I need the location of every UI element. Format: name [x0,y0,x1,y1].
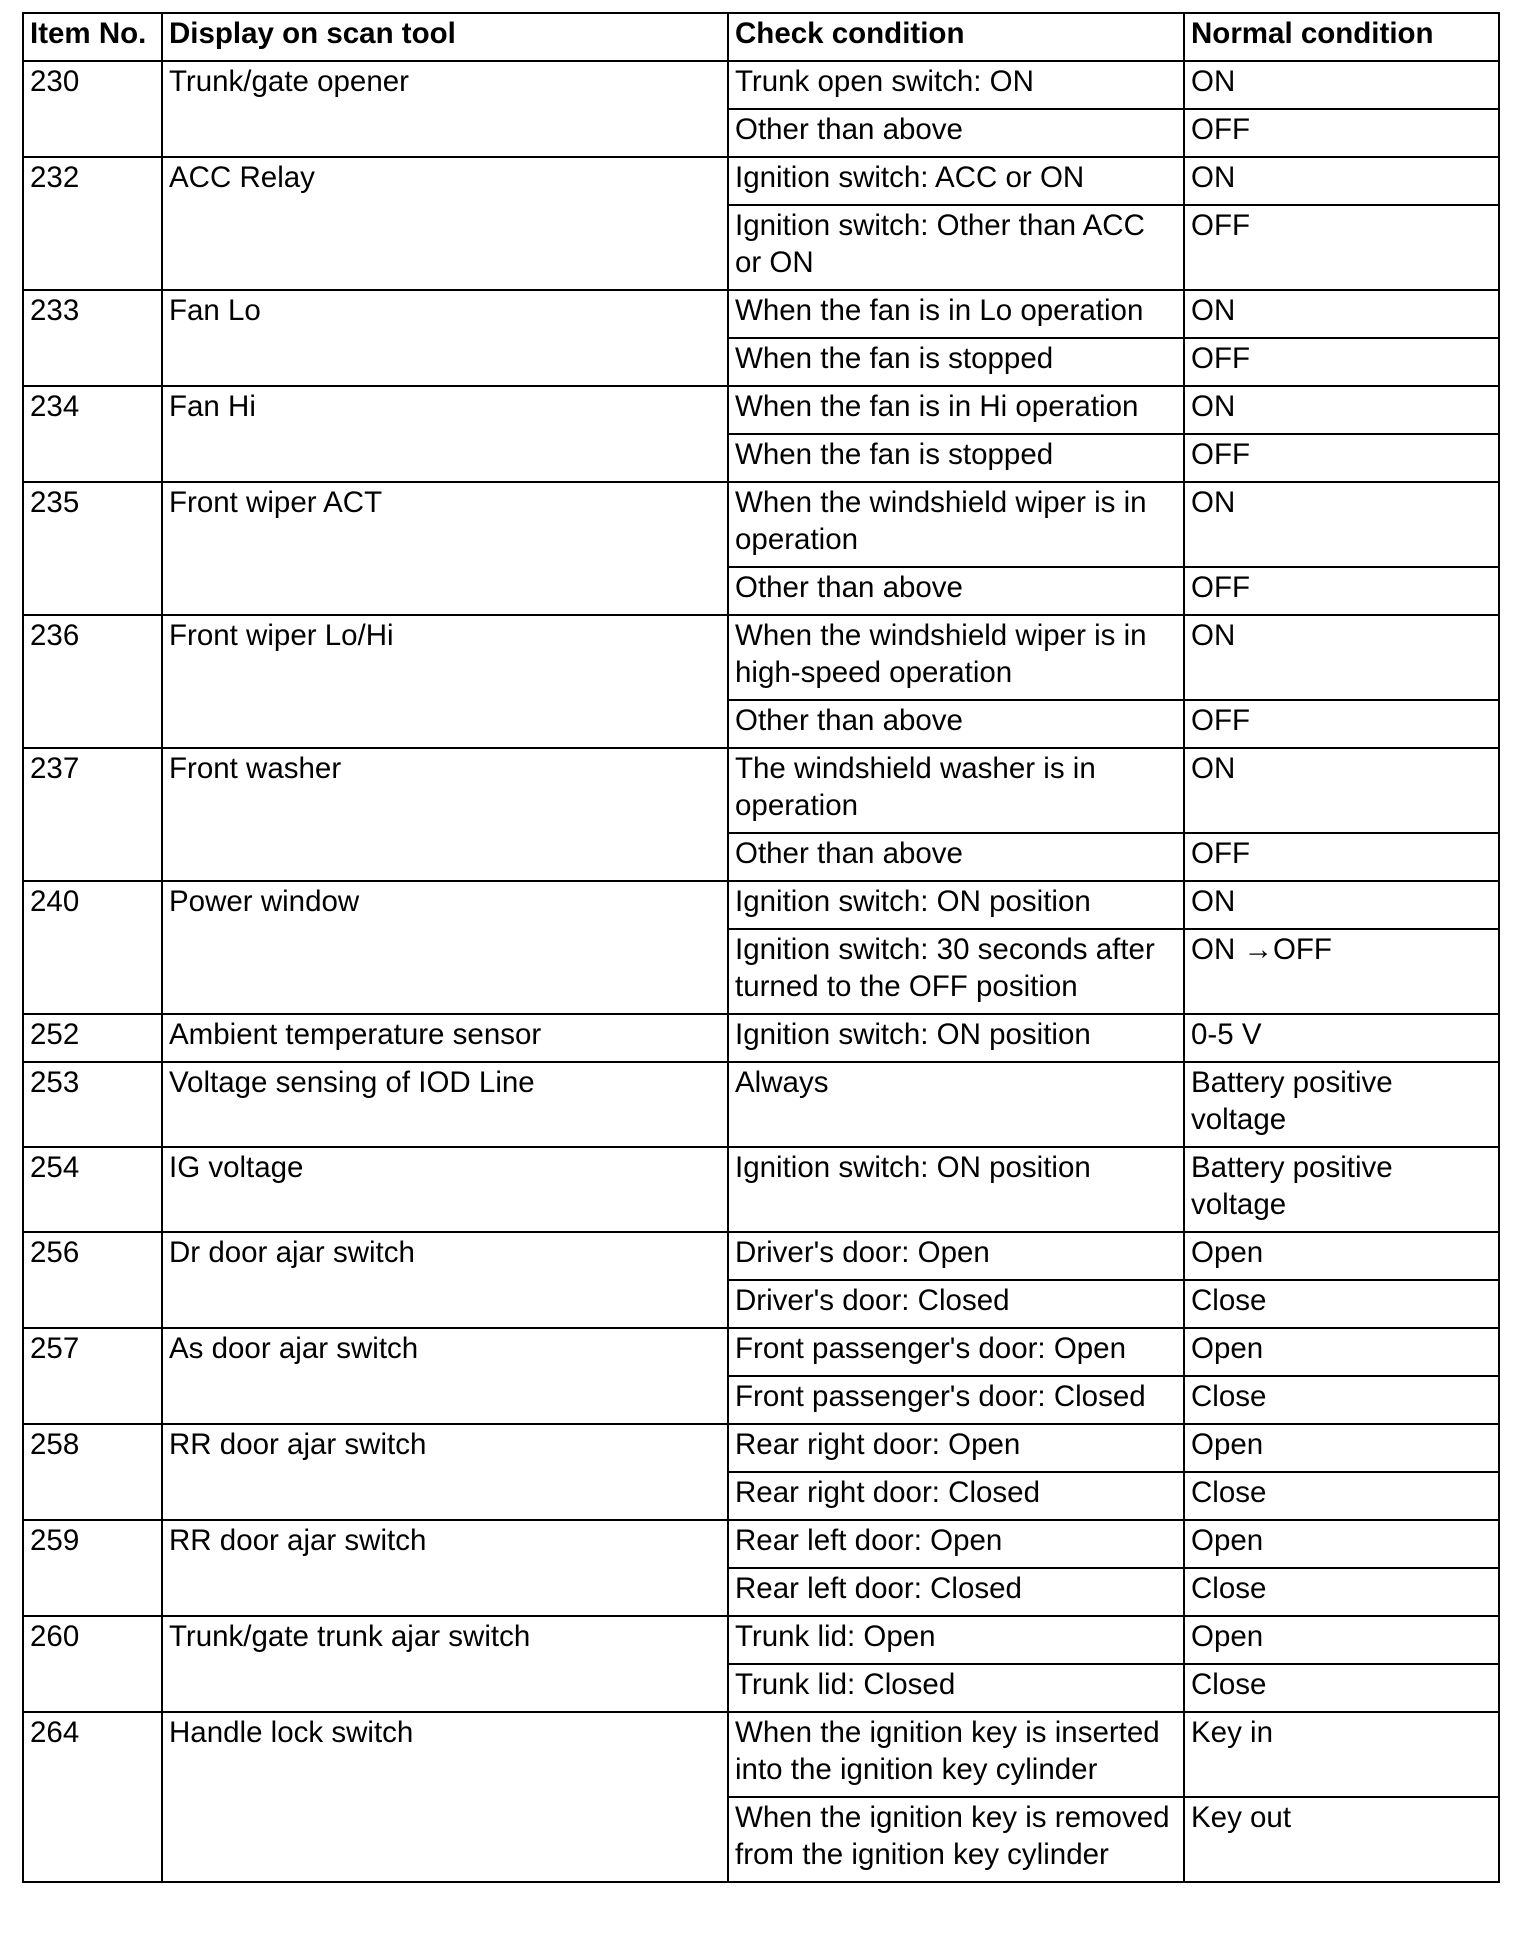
item-number-cell: 258 [23,1424,162,1520]
item-number-cell: 259 [23,1520,162,1616]
normal-condition-cell: OFF [1184,338,1499,386]
item-number-cell: 236 [23,615,162,748]
display-name-cell: Ambient temperature sensor [162,1014,728,1062]
check-condition-cell: Rear left door: Closed [728,1568,1184,1616]
check-condition-cell: Driver's door: Closed [728,1280,1184,1328]
item-number-cell: 256 [23,1232,162,1328]
item-number-cell: 240 [23,881,162,1014]
check-condition-cell: Ignition switch: ACC or ON [728,157,1184,205]
normal-condition-cell: 0-5 V [1184,1014,1499,1062]
normal-condition-cell: ON [1184,386,1499,434]
item-number-cell: 233 [23,290,162,386]
item-number-cell: 252 [23,1014,162,1062]
check-condition-cell: Trunk lid: Open [728,1616,1184,1664]
item-number-cell: 264 [23,1712,162,1882]
display-name-cell: RR door ajar switch [162,1520,728,1616]
check-condition-cell: Front passenger's door: Open [728,1328,1184,1376]
table-row [23,881,1499,929]
normal-condition-cell: OFF [1184,205,1499,290]
check-condition-cell: Trunk lid: Closed [728,1664,1184,1712]
normal-condition-cell: Close [1184,1472,1499,1520]
display-name-cell: RR door ajar switch [162,1424,728,1520]
normal-condition-cell: Close [1184,1664,1499,1712]
check-condition-cell: Other than above [728,567,1184,615]
header-item-no: Item No. [23,13,162,61]
header-check-condition: Check condition [728,13,1184,61]
table-row [23,1424,1499,1472]
check-condition-cell: Driver's door: Open [728,1232,1184,1280]
check-condition-cell: Ignition switch: ON position [728,1147,1184,1232]
item-number-cell: 237 [23,748,162,881]
check-condition-cell: Ignition switch: 30 seconds after turned to the OFF position [728,929,1184,1014]
normal-condition-cell: ON [1184,157,1499,205]
check-condition-cell: Front passenger's door: Closed [728,1376,1184,1424]
normal-condition-cell: OFF [1184,700,1499,748]
table-row [23,61,1499,109]
check-condition-cell: Ignition switch: ON position [728,881,1184,929]
check-condition-cell: Always [728,1062,1184,1147]
table-header-row [23,13,1499,61]
table-row [23,1616,1499,1664]
normal-condition-cell: Open [1184,1232,1499,1280]
check-condition-cell: Rear left door: Open [728,1520,1184,1568]
normal-condition-cell: Close [1184,1568,1499,1616]
check-condition-cell: The windshield washer is in operation [728,748,1184,833]
item-number-cell: 232 [23,157,162,290]
normal-condition-cell: Open [1184,1520,1499,1568]
normal-condition-cell: ON [1184,290,1499,338]
normal-condition-cell: Key in [1184,1712,1499,1797]
display-name-cell: Front wiper Lo/Hi [162,615,728,748]
normal-condition-cell: Battery positive voltage [1184,1062,1499,1147]
table-row [23,748,1499,833]
normal-condition-cell: ON [1184,748,1499,833]
normal-condition-cell: ON [1184,615,1499,700]
normal-condition-cell: ON [1184,881,1499,929]
table-row [23,482,1499,567]
table-row [23,1014,1499,1062]
display-name-cell: Front wiper ACT [162,482,728,615]
table-body [23,61,1499,1882]
table-row [23,1147,1499,1232]
normal-condition-cell: ON →OFF [1184,929,1499,1014]
table-row [23,615,1499,700]
item-number-cell: 253 [23,1062,162,1147]
display-name-cell: Trunk/gate trunk ajar switch [162,1616,728,1712]
check-condition-cell: Rear right door: Open [728,1424,1184,1472]
normal-condition-cell: OFF [1184,567,1499,615]
normal-condition-cell: Open [1184,1424,1499,1472]
header-display-on-scan-tool: Display on scan tool [162,13,728,61]
check-condition-cell: When the windshield wiper is in operation [728,482,1184,567]
normal-condition-cell: OFF [1184,833,1499,881]
display-name-cell: As door ajar switch [162,1328,728,1424]
check-condition-cell: When the fan is stopped [728,434,1184,482]
check-condition-cell: When the fan is in Lo operation [728,290,1184,338]
header-normal-condition: Normal condition [1184,13,1499,61]
check-condition-cell: Rear right door: Closed [728,1472,1184,1520]
display-name-cell: Dr door ajar switch [162,1232,728,1328]
normal-condition-cell: Key out [1184,1797,1499,1882]
check-condition-cell: When the windshield wiper is in high-speed operation [728,615,1184,700]
table-row [23,1712,1499,1797]
item-number-cell: 254 [23,1147,162,1232]
normal-condition-cell: OFF [1184,434,1499,482]
display-name-cell: Handle lock switch [162,1712,728,1882]
check-condition-cell: When the ignition key is inserted into the ignition key cylinder [728,1712,1184,1797]
item-number-cell: 257 [23,1328,162,1424]
check-condition-cell: When the fan is stopped [728,338,1184,386]
display-name-cell: Power window [162,881,728,1014]
table-row [23,290,1499,338]
normal-condition-cell: Open [1184,1328,1499,1376]
check-condition-cell: When the fan is in Hi operation [728,386,1184,434]
table-row [23,1328,1499,1376]
display-name-cell: Fan Hi [162,386,728,482]
table-row [23,1062,1499,1147]
display-name-cell: Voltage sensing of IOD Line [162,1062,728,1147]
normal-condition-cell: Battery positive voltage [1184,1147,1499,1232]
scan-tool-data-table [22,12,1500,1883]
display-name-cell: Front washer [162,748,728,881]
table-row [23,1520,1499,1568]
normal-condition-cell: Open [1184,1616,1499,1664]
check-condition-cell: Other than above [728,833,1184,881]
item-number-cell: 230 [23,61,162,157]
check-condition-cell: Ignition switch: Other than ACC or ON [728,205,1184,290]
normal-condition-cell: Close [1184,1376,1499,1424]
check-condition-cell: Trunk open switch: ON [728,61,1184,109]
item-number-cell: 260 [23,1616,162,1712]
item-number-cell: 235 [23,482,162,615]
table-row [23,157,1499,205]
table-row [23,386,1499,434]
normal-condition-cell: ON [1184,61,1499,109]
display-name-cell: IG voltage [162,1147,728,1232]
check-condition-cell: Other than above [728,109,1184,157]
normal-condition-cell: Close [1184,1280,1499,1328]
display-name-cell: ACC Relay [162,157,728,290]
display-name-cell: Trunk/gate opener [162,61,728,157]
item-number-cell: 234 [23,386,162,482]
document-page [22,12,1498,1883]
normal-condition-cell: ON [1184,482,1499,567]
check-condition-cell: Other than above [728,700,1184,748]
normal-condition-cell: OFF [1184,109,1499,157]
check-condition-cell: Ignition switch: ON position [728,1014,1184,1062]
check-condition-cell: When the ignition key is removed from the ignition key cylinder [728,1797,1184,1882]
table-row [23,1232,1499,1280]
display-name-cell: Fan Lo [162,290,728,386]
